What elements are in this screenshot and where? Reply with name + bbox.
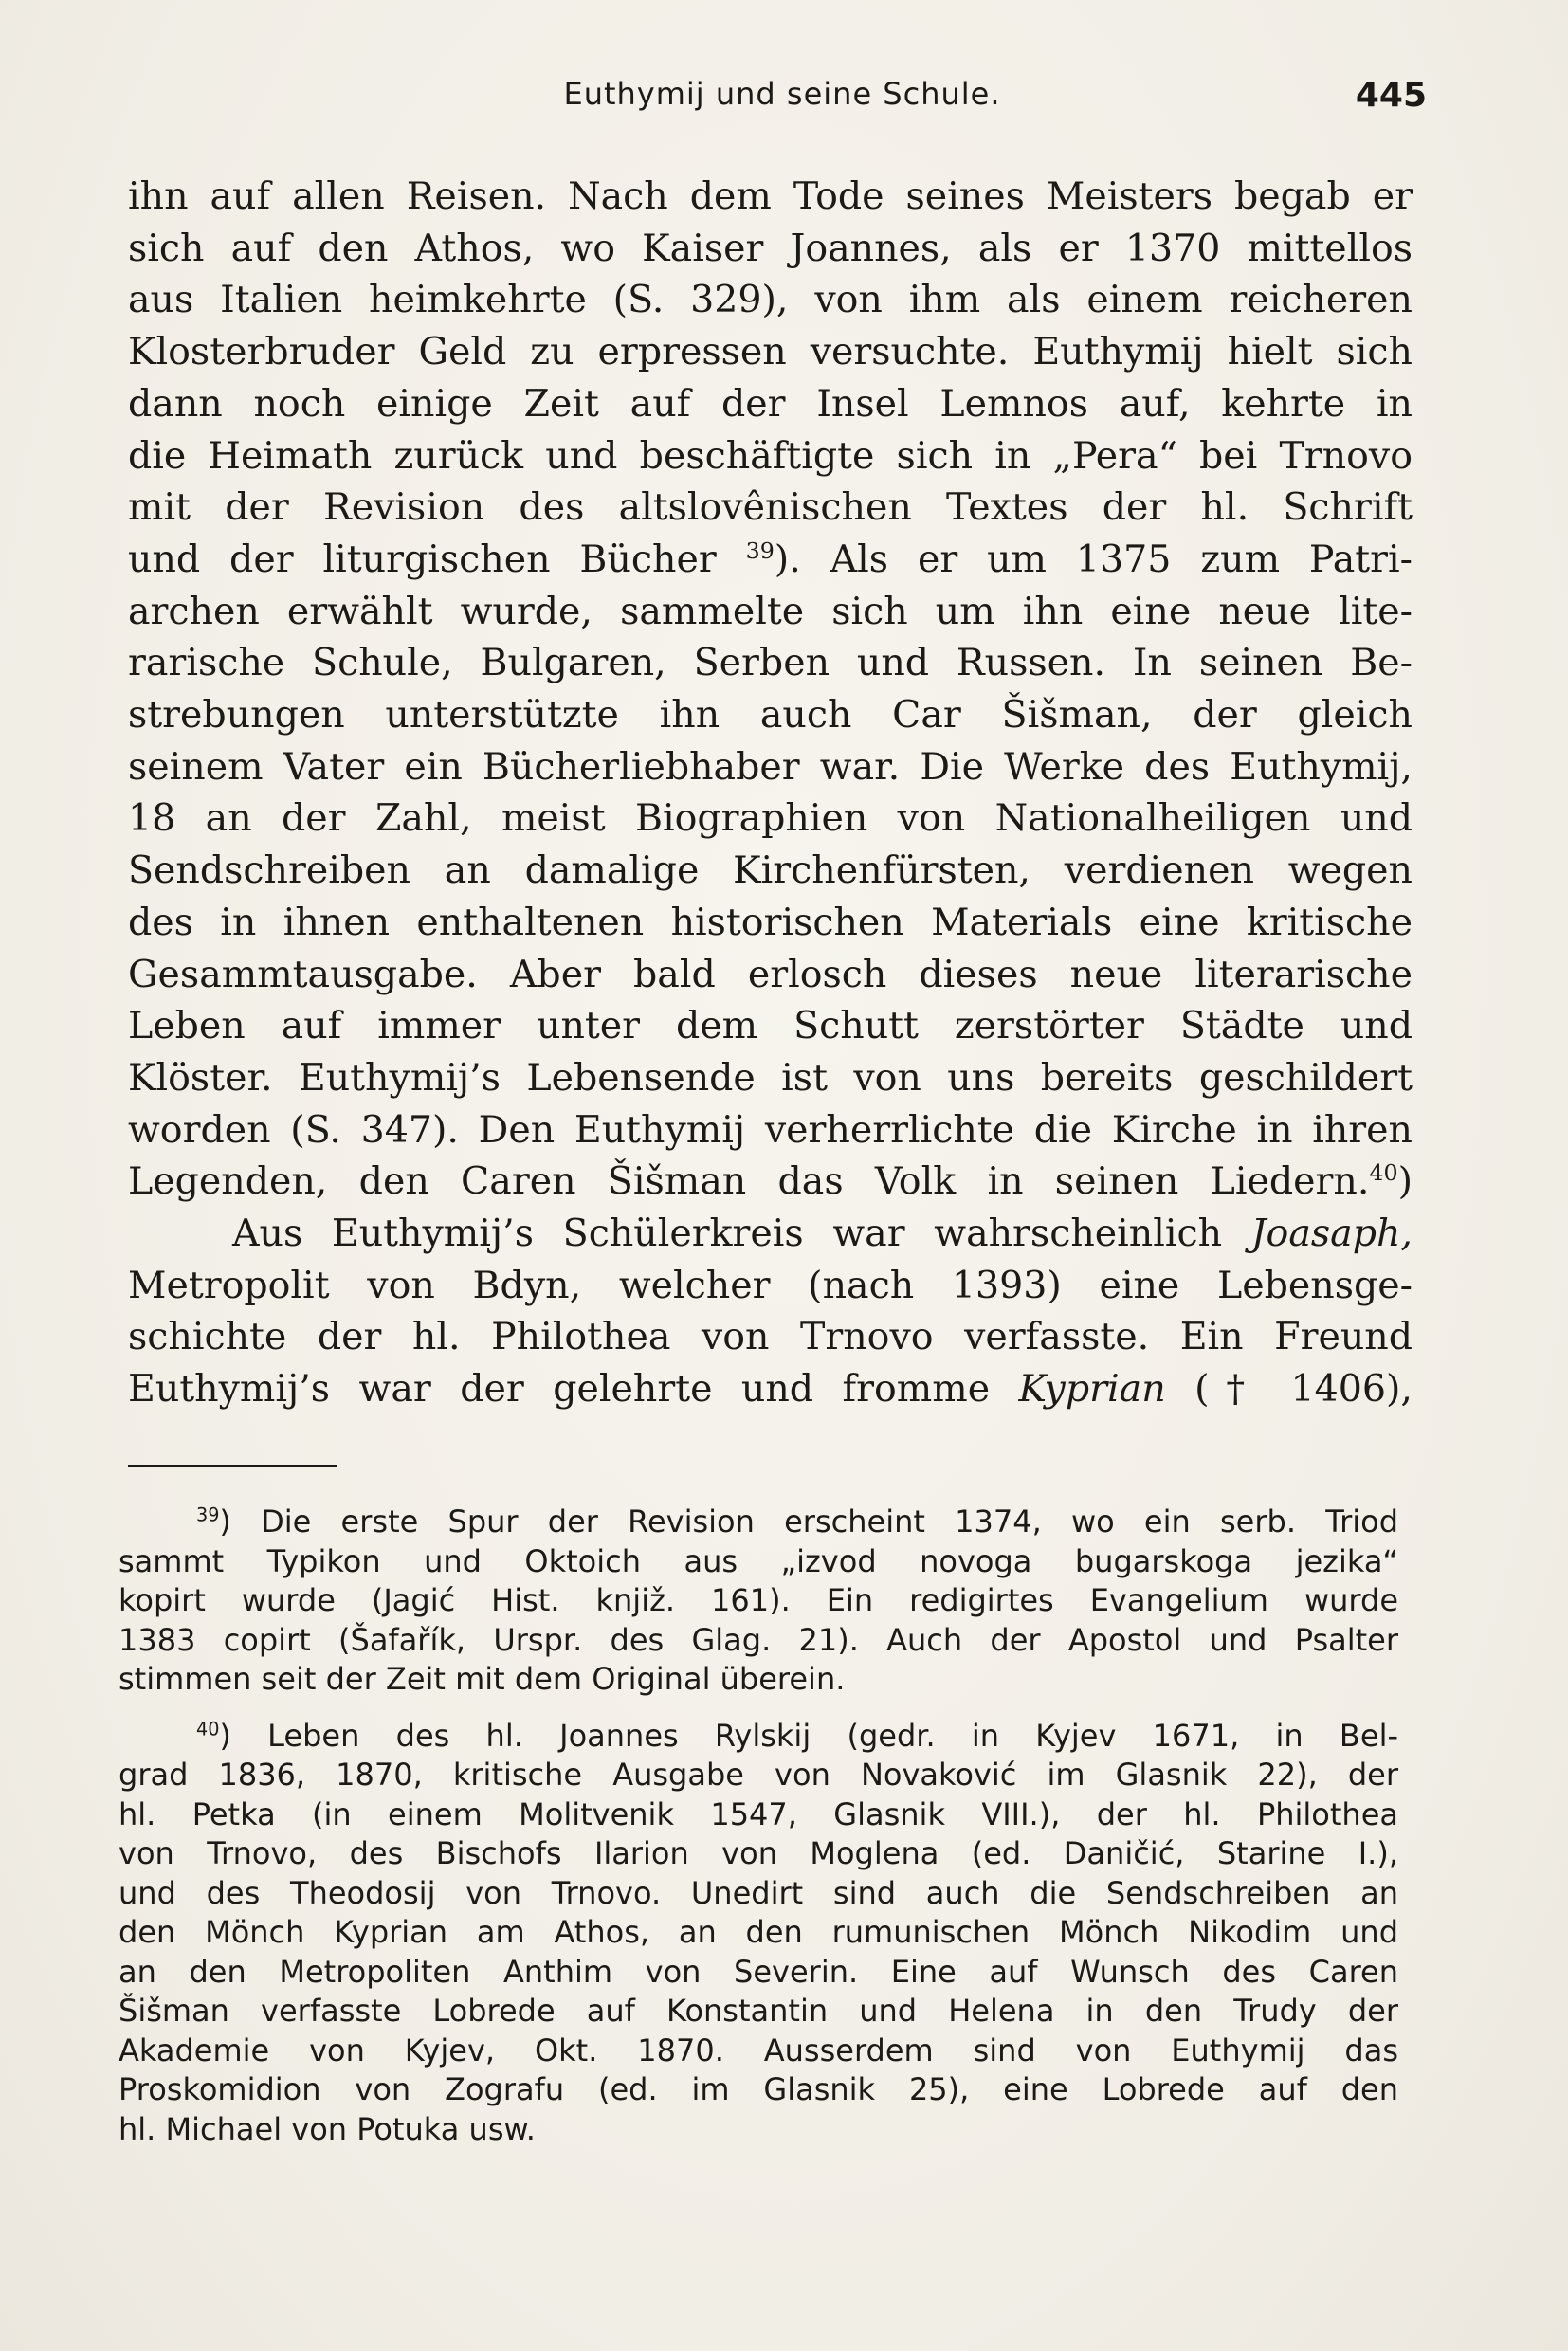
text-line: sich auf den Athos, wo Kaiser Joannes, als er 1370 mittellos bbox=[128, 226, 1413, 270]
name-joasaph: Joasaph, bbox=[1250, 1212, 1413, 1256]
text-segment: ). Als er um 1375 zum Patri- bbox=[774, 537, 1413, 581]
footnote-line: den Mönch Kyprian am Athos, an den rumunischen Mönch Nikodim und bbox=[119, 1914, 1398, 1950]
text-line: die Heimath zurück und beschäftigte sich in „Pera“ bei Trnovo bbox=[128, 433, 1413, 478]
text-line bbox=[128, 1208, 1413, 1260]
text-line: Leben auf immer unter dem Schutt zerstörter Städte und bbox=[128, 1004, 1413, 1048]
text-segment: Legenden, den Caren Šišman das Volk in seinen Liedern. bbox=[128, 1159, 1370, 1204]
footnote-line: Akademie von Kyjev, Okt. 1870. Ausserdem sind von Euthymij das bbox=[119, 2032, 1398, 2069]
footnote-ref-39: 39 bbox=[745, 537, 775, 564]
footnote-line: hl. Michael von Potuka usw. bbox=[119, 2110, 536, 2147]
footnotes bbox=[119, 1503, 1398, 2166]
paragraph-1 bbox=[128, 171, 1413, 1208]
text-segment: ) bbox=[1397, 1159, 1413, 1204]
footnote-marker: 39 bbox=[196, 1504, 220, 1526]
text-line: des in ihnen enthaltenen historischen Materials eine kritische bbox=[128, 900, 1413, 944]
text-line: ihn auf allen Reisen. Nach dem Tode seines Meisters begab er bbox=[128, 174, 1413, 218]
text-segment: ) Leben des hl. Joannes Rylskij (gedr. in Kyjev 1671, in Bel- bbox=[219, 1717, 1398, 1754]
footnote-line: Proskomidion von Zografu (ed. im Glasnik 25), eine Lobrede auf den bbox=[119, 2071, 1398, 2107]
footnote-separator bbox=[128, 1465, 337, 1467]
text-line: Gesammtausgabe. Aber bald erlosch dieses neue literarische bbox=[128, 952, 1413, 996]
text-segment: Aus Euthymij’s Schülerkreis war wahrscheinlich bbox=[232, 1212, 1251, 1256]
footnote-line: sammt Typikon und Oktoich aus „izvod novoga bugarskoga jezika“ bbox=[119, 1542, 1398, 1579]
text-line: dann noch einige Zeit auf der Insel Lemnos auf, kehrte in bbox=[128, 381, 1413, 426]
text-line: seinem Vater ein Bücherliebhaber war. Die Werke des Euthymij, bbox=[128, 744, 1413, 789]
main-text bbox=[128, 171, 1413, 1415]
footnote-line: stimmen seit der Zeit mit dem Original überein. bbox=[119, 1661, 846, 1697]
footnote-40 bbox=[119, 1717, 1398, 2150]
text-line: 18 an der Zahl, meist Biographien von Nationalheiligen und bbox=[128, 796, 1413, 841]
name-kyprian: Kyprian bbox=[1018, 1367, 1166, 1412]
text-line: schichte der hl. Philothea von Trnovo verfasste. Ein Freund bbox=[128, 1315, 1413, 1359]
text-line bbox=[128, 1156, 1413, 1208]
text-line: mit der Revision des altslovênischen Textes der hl. Schrift bbox=[128, 485, 1413, 530]
footnote-line: grad 1836, 1870, kritische Ausgabe von Novaković im Glasnik 22), der bbox=[119, 1757, 1398, 1793]
footnote-line: kopirt wurde (Jagić Hist. knjiž. 161). Ein redigirtes Evangelium wurde bbox=[119, 1582, 1398, 1618]
text-line: Klosterbruder Geld zu erpressen versuchte. Euthymij hielt sich bbox=[128, 330, 1413, 374]
text-line: archen erwählt wurde, sammelte sich um ihn eine neue lite- bbox=[128, 589, 1413, 633]
footnote-line: von Trnovo, des Bischofs Ilarion von Moglena (ed. Daničić, Starine I.), bbox=[119, 1835, 1398, 1871]
text-line: Klöster. Euthymij’s Lebensende ist von uns bereits geschildert bbox=[128, 1055, 1413, 1100]
footnote-ref-40: 40 bbox=[1369, 1159, 1398, 1187]
running-title: Euthymij und seine Schule. bbox=[563, 76, 1001, 112]
text-segment: Euthymij’s war der gelehrte und fromme bbox=[128, 1367, 1019, 1412]
footnote-line: 1383 copirt (Šafařík, Urspr. des Glag. 21). Auch der Apostol und Psalter bbox=[119, 1621, 1398, 1658]
text-segment: († 1406), bbox=[1165, 1367, 1413, 1412]
text-line: strebungen unterstützte ihn auch Car Šišman, der gleich bbox=[128, 693, 1413, 738]
running-head bbox=[128, 68, 1436, 116]
footnote-line bbox=[119, 1717, 1398, 1757]
footnote-line: und des Theodosij von Trnovo. Unedirt sind auch die Sendschreiben an bbox=[119, 1874, 1398, 1911]
text-line: Sendschreiben an damalige Kirchenfürsten, verdienen wegen bbox=[128, 848, 1413, 893]
footnote-line: an den Metropoliten Anthim von Severin. Eine auf Wunsch des Caren bbox=[119, 1953, 1398, 1990]
footnote-39 bbox=[119, 1503, 1398, 1700]
text-line bbox=[128, 534, 1413, 586]
paragraph-2 bbox=[128, 1208, 1413, 1415]
footnote-marker: 40 bbox=[196, 1717, 220, 1740]
text-line bbox=[128, 1363, 1413, 1415]
text-segment: und der liturgischen Bücher bbox=[128, 537, 717, 581]
footnote-line bbox=[119, 1503, 1398, 1542]
text-line: rarische Schule, Bulgaren, Serben und Russen. In seinen Be- bbox=[128, 641, 1413, 685]
page-number: 445 bbox=[1355, 76, 1427, 115]
text-line: worden (S. 347). Den Euthymij verherrlichte die Kirche in ihren bbox=[128, 1107, 1413, 1152]
text-line: Metropolit von Bdyn, welcher (nach 1393) eine Lebensge- bbox=[128, 1263, 1413, 1307]
footnote-line: Šišman verfasste Lobrede auf Konstantin und Helena in den Trudy der bbox=[119, 1993, 1398, 2029]
footnote-line: hl. Petka (in einem Molitvenik 1547, Glasnik VIII.), der hl. Philothea bbox=[119, 1795, 1398, 1832]
text-line: aus Italien heimkehrte (S. 329), von ihm als einem reicheren bbox=[128, 278, 1413, 322]
text-segment: ) Die erste Spur der Revision erscheint 1374, wo ein serb. Triod bbox=[219, 1504, 1398, 1540]
